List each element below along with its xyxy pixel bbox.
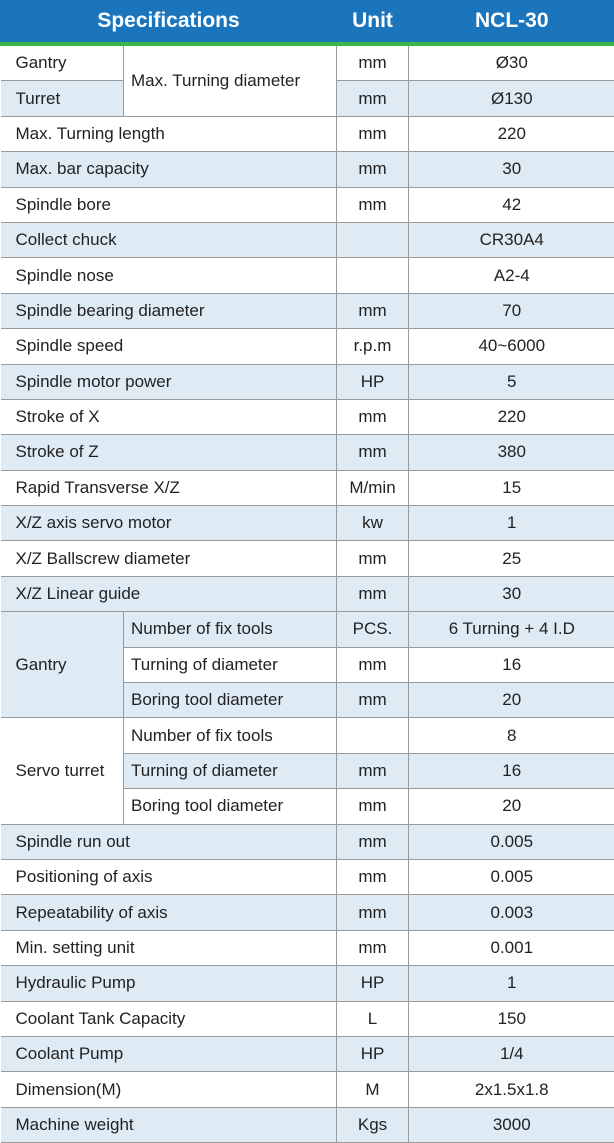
row-label: Gantry	[1, 44, 124, 81]
row-unit: kw	[337, 506, 409, 541]
table-row	[1, 966, 614, 1001]
row-value: 40~6000	[409, 329, 614, 364]
row-unit: mm	[337, 683, 409, 718]
row-unit: mm	[337, 789, 409, 824]
group-label: Servo turret	[1, 718, 124, 824]
row-label: Dimension(M)	[1, 1072, 337, 1107]
row-value: 70	[409, 293, 614, 328]
row-unit: mm	[337, 753, 409, 788]
table-row	[1, 612, 614, 647]
merged-label: Max. Turning diameter	[124, 44, 337, 116]
row-unit: PCS.	[337, 612, 409, 647]
row-value: 0.003	[409, 895, 614, 930]
row-label: Spindle nose	[1, 258, 337, 293]
table-row	[1, 329, 614, 364]
row-value: 220	[409, 399, 614, 434]
row-unit: M/min	[337, 470, 409, 505]
row-label: Spindle bore	[1, 187, 337, 222]
row-unit: mm	[337, 576, 409, 611]
table-row	[1, 399, 614, 434]
table-row	[1, 718, 614, 753]
row-label: Rapid Transverse X/Z	[1, 470, 337, 505]
table-row	[1, 1072, 614, 1107]
row-label: Boring tool diameter	[124, 683, 337, 718]
row-value: Ø130	[409, 81, 614, 116]
row-value: 16	[409, 753, 614, 788]
row-label: Collect chuck	[1, 222, 337, 257]
row-label: Turret	[1, 81, 124, 116]
row-unit: mm	[337, 647, 409, 682]
row-unit: HP	[337, 966, 409, 1001]
row-unit: mm	[337, 44, 409, 81]
table-row	[1, 116, 614, 151]
row-unit: Kgs	[337, 1107, 409, 1142]
row-value: 380	[409, 435, 614, 470]
table-row	[1, 258, 614, 293]
row-unit: mm	[337, 152, 409, 187]
row-value: 1	[409, 506, 614, 541]
row-unit: mm	[337, 435, 409, 470]
row-unit: mm	[337, 187, 409, 222]
row-label: X/Z axis servo motor	[1, 506, 337, 541]
table-row	[1, 1001, 614, 1036]
row-label: Max. Turning length	[1, 116, 337, 151]
row-label: X/Z Linear guide	[1, 576, 337, 611]
row-unit: mm	[337, 116, 409, 151]
row-label: Turning of diameter	[124, 753, 337, 788]
row-label: Turning of diameter	[124, 647, 337, 682]
row-value: 30	[409, 576, 614, 611]
row-label: Number of fix tools	[124, 718, 337, 753]
row-unit: mm	[337, 399, 409, 434]
table-row	[1, 187, 614, 222]
row-label: Stroke of Z	[1, 435, 337, 470]
row-value: Ø30	[409, 44, 614, 81]
row-value: 20	[409, 683, 614, 718]
row-unit: mm	[337, 541, 409, 576]
row-unit: M	[337, 1072, 409, 1107]
table-header	[1, 0, 614, 44]
row-unit: mm	[337, 81, 409, 116]
row-label: Stroke of X	[1, 399, 337, 434]
row-unit: mm	[337, 895, 409, 930]
row-value: 8	[409, 718, 614, 753]
table-row	[1, 470, 614, 505]
row-unit: mm	[337, 930, 409, 965]
row-unit: L	[337, 1001, 409, 1036]
row-value: 1/4	[409, 1036, 614, 1071]
row-unit: mm	[337, 859, 409, 894]
row-label: Spindle run out	[1, 824, 337, 859]
row-unit: r.p.m	[337, 329, 409, 364]
row-value: CR30A4	[409, 222, 614, 257]
row-unit: HP	[337, 364, 409, 399]
row-unit: mm	[337, 824, 409, 859]
table-row	[1, 1036, 614, 1071]
row-label: Min. setting unit	[1, 930, 337, 965]
table-row	[1, 930, 614, 965]
row-label: Machine weight	[1, 1107, 337, 1142]
row-value: 16	[409, 647, 614, 682]
table-row	[1, 506, 614, 541]
row-label: X/Z Ballscrew diameter	[1, 541, 337, 576]
row-label: Number of fix tools	[124, 612, 337, 647]
table-row	[1, 824, 614, 859]
row-value: 150	[409, 1001, 614, 1036]
row-unit	[337, 222, 409, 257]
table-row	[1, 293, 614, 328]
header-specifications: Specifications	[1, 0, 337, 44]
table-row	[1, 364, 614, 399]
table-row	[1, 859, 614, 894]
row-value: 0.001	[409, 930, 614, 965]
row-label: Boring tool diameter	[124, 789, 337, 824]
table-row	[1, 152, 614, 187]
row-label: Coolant Pump	[1, 1036, 337, 1071]
row-value: 0.005	[409, 859, 614, 894]
row-value: 15	[409, 470, 614, 505]
table-row	[1, 895, 614, 930]
row-value: A2-4	[409, 258, 614, 293]
header-unit: Unit	[337, 0, 409, 44]
row-value: 25	[409, 541, 614, 576]
table-row	[1, 576, 614, 611]
row-value: 2x1.5x1.8	[409, 1072, 614, 1107]
group-label: Gantry	[1, 612, 124, 718]
row-unit	[337, 258, 409, 293]
row-label: Coolant Tank Capacity	[1, 1001, 337, 1036]
row-value: 3000	[409, 1107, 614, 1142]
row-value: 30	[409, 152, 614, 187]
row-label: Spindle bearing diameter	[1, 293, 337, 328]
table-row	[1, 435, 614, 470]
header-model: NCL-30	[409, 0, 614, 44]
row-label: Positioning of axis	[1, 859, 337, 894]
row-value: 6 Turning + 4 I.D	[409, 612, 614, 647]
row-value: 0.005	[409, 824, 614, 859]
table-row	[1, 44, 614, 81]
row-label: Spindle speed	[1, 329, 337, 364]
row-value: 42	[409, 187, 614, 222]
row-value: 20	[409, 789, 614, 824]
row-label: Max. bar capacity	[1, 152, 337, 187]
table-row	[1, 222, 614, 257]
row-value: 1	[409, 966, 614, 1001]
row-label: Hydraulic Pump	[1, 966, 337, 1001]
row-label: Spindle motor power	[1, 364, 337, 399]
table-row	[1, 1107, 614, 1142]
row-value: 5	[409, 364, 614, 399]
row-label: Repeatability of axis	[1, 895, 337, 930]
row-unit: mm	[337, 293, 409, 328]
row-unit	[337, 718, 409, 753]
table-row	[1, 541, 614, 576]
row-value: 220	[409, 116, 614, 151]
row-unit: HP	[337, 1036, 409, 1071]
